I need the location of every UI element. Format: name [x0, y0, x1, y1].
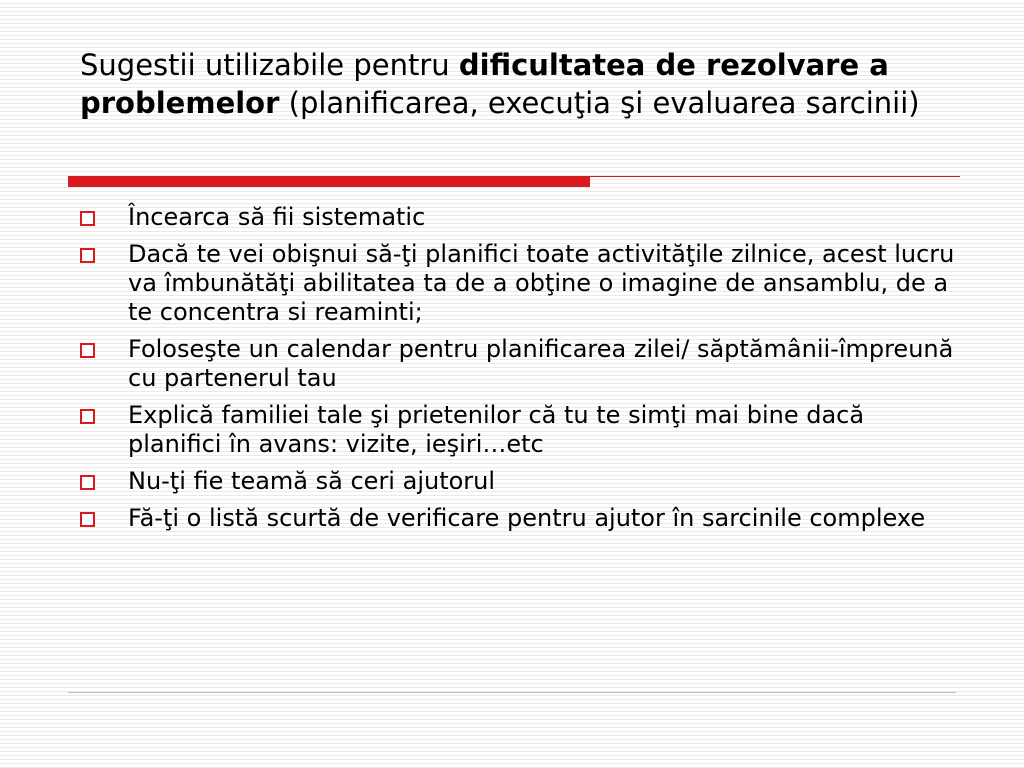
- bullet-list: [80, 203, 960, 541]
- bullet-item: [80, 203, 960, 232]
- bullet-item: [80, 335, 960, 393]
- title-part-1: Sugestii utilizabile pentru: [80, 48, 459, 82]
- bullet-item: [80, 467, 960, 496]
- square-bullet-icon: [80, 512, 95, 527]
- title-part-2: (planificarea, execuţia şi evaluarea sarcinii): [279, 86, 920, 120]
- square-bullet-icon: [80, 211, 95, 226]
- bullet-item: [80, 401, 960, 459]
- square-bullet-icon: [80, 248, 95, 263]
- bullet-text: Încearca să fii sistematic: [128, 203, 426, 231]
- bullet-item: [80, 504, 960, 533]
- square-bullet-icon: [80, 409, 95, 424]
- bullet-text: Fă-ţi o listă scurtă de verificare pentru ajutor în sarcinile complexe: [128, 504, 926, 532]
- bullet-text: Nu-ţi fie teamă să ceri ajutorul: [128, 467, 496, 495]
- title-underline-accent: [68, 176, 590, 187]
- title-bold: dificultatea de rezolvare a problemelor: [80, 48, 889, 120]
- square-bullet-icon: [80, 343, 95, 358]
- title-underline-thin: [590, 176, 960, 177]
- bullet-text: Explică familiei tale şi prietenilor că tu te simţi mai bine dacă planifici în avans: vizite, ieşiri…etc: [128, 401, 865, 458]
- square-bullet-icon: [80, 475, 95, 490]
- bullet-item: [80, 240, 960, 327]
- footer-divider: [68, 692, 956, 693]
- slide-title: [80, 46, 960, 122]
- bullet-text: Foloseşte un calendar pentru planificarea zilei/ săptămânii-împreună cu partenerul tau: [128, 335, 954, 392]
- bullet-text: Dacă te vei obişnui să-ţi planifici toate activităţile zilnice, acest lucru va îmbunătăţi abilitatea ta de a obţine o imagine de ansamblu, de a te concentra si reaminti;: [128, 240, 955, 326]
